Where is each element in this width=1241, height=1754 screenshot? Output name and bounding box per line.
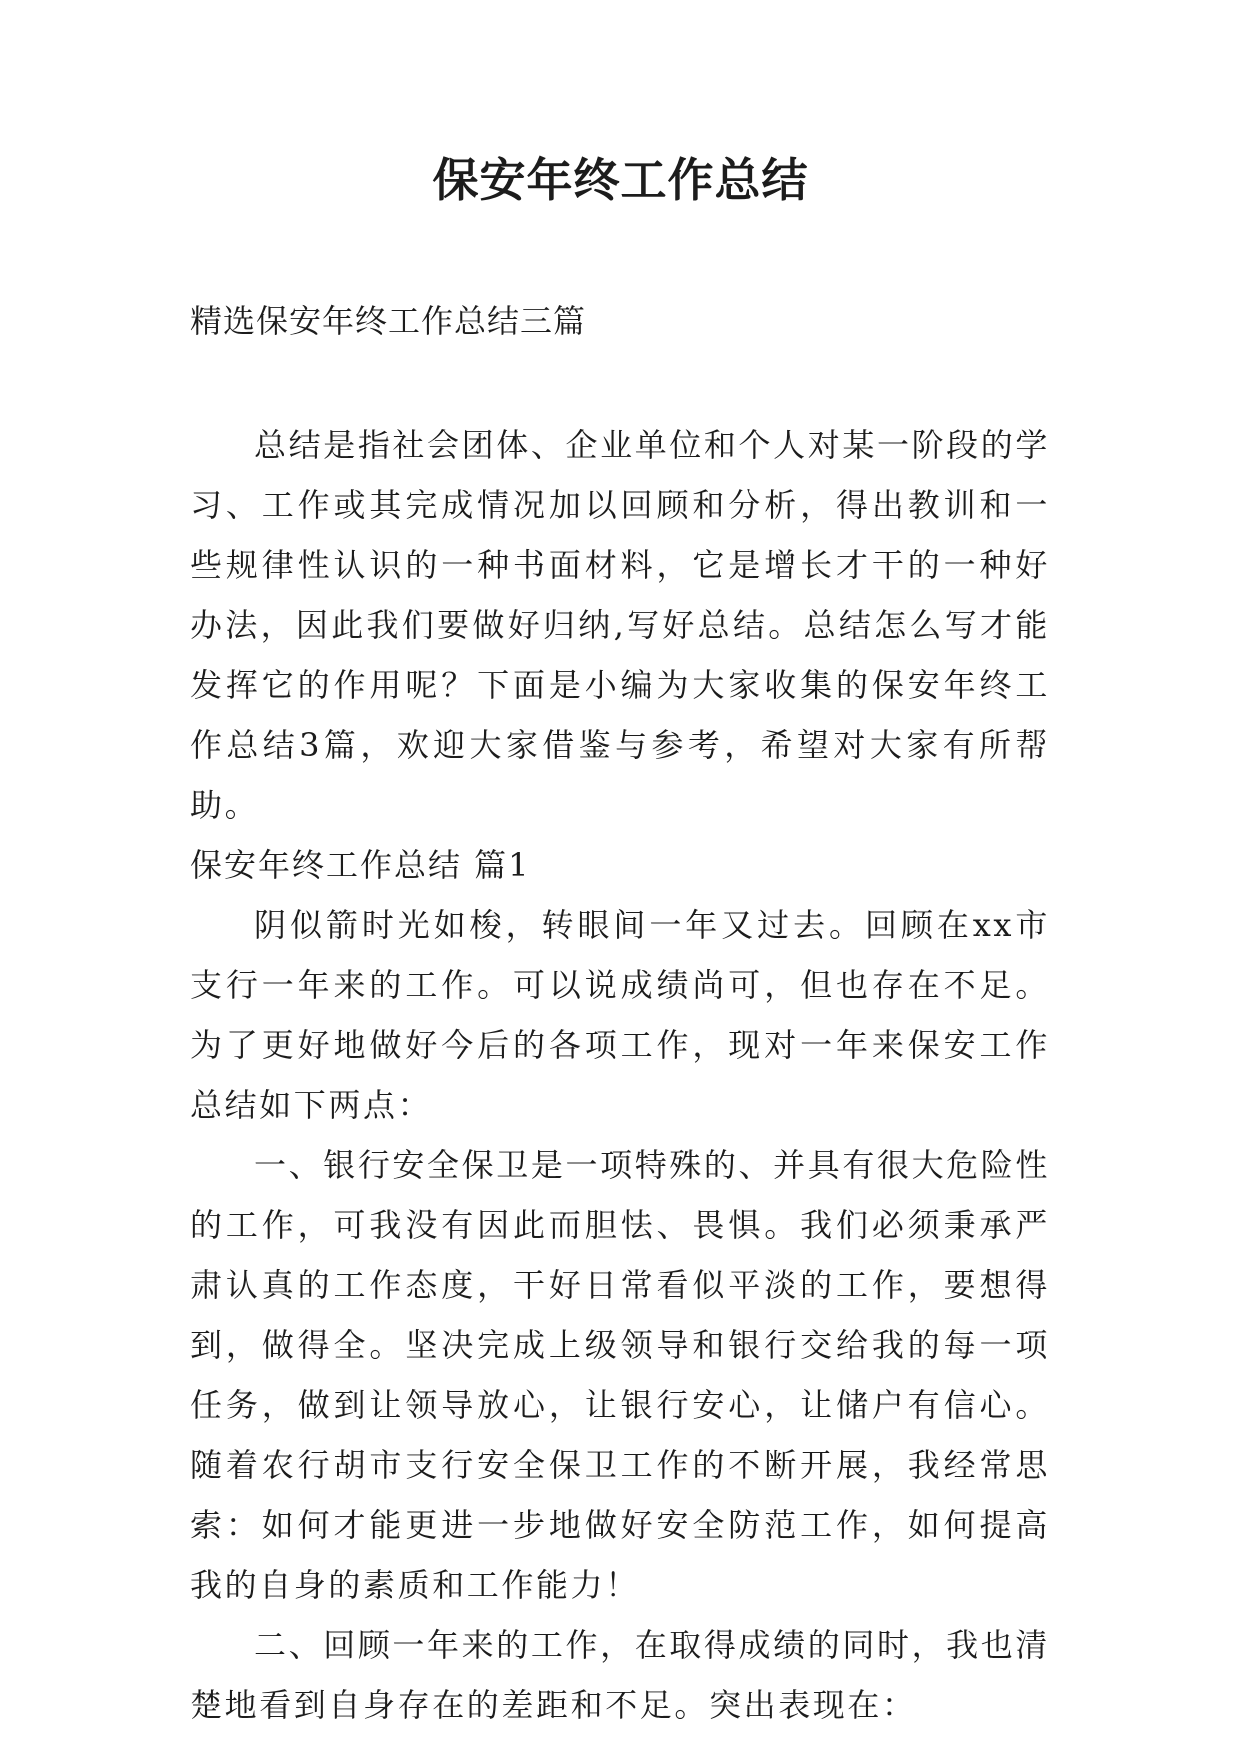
document-subtitle: 精选保安年终工作总结三篇 — [190, 302, 587, 340]
body-paragraph-2: 一、银行安全保卫是一项特殊的、并具有很大危险性的工作，可我没有因此而胆怯、畏惧。我们必须秉承严肃认真的工作态度，干好日常看似平淡的工作，要想得到，做得全。坚决完成上级领导和银行交给我的每一项任务，做到让领导放心，让银行安心，让储户有信心。随着农行胡市支行安全保卫工作的不断开展，我经常思索：如何才能更进一步地做好安全防范工作，如何提高我的自身的素质和工作能力！ — [190, 1146, 1050, 1604]
document-title: 保安年终工作总结 — [432, 153, 809, 207]
document-body — [190, 291, 1050, 1735]
intro-paragraph: 总结是指社会团体、企业单位和个人对某一阶段的学习、工作或其完成情况加以回顾和分析，得出教训和一些规律性认识的一种书面材料，它是增长才干的一种好办法，因此我们要做好归纳,写好总结。总结怎么写才能发挥它的作用呢？下面是小编为大家收集的保安年终工作总结3篇，欢迎大家借鉴与参考，希望对大家有所帮助。 — [190, 426, 1050, 824]
body-paragraph-3: 二、回顾一年来的工作，在取得成绩的同时，我也清楚地看到自身存在的差距和不足。突出表现在： — [190, 1626, 1050, 1724]
body-paragraph-1: 阴似箭时光如梭，转眼间一年又过去。回顾在xx市支行一年来的工作。可以说成绩尚可，但也存在不足。为了更好地做好今后的各项工作，现对一年来保安工作总结如下两点： — [190, 906, 1050, 1124]
section-heading: 保安年终工作总结 篇1 — [190, 846, 531, 884]
spacer — [190, 351, 1050, 415]
